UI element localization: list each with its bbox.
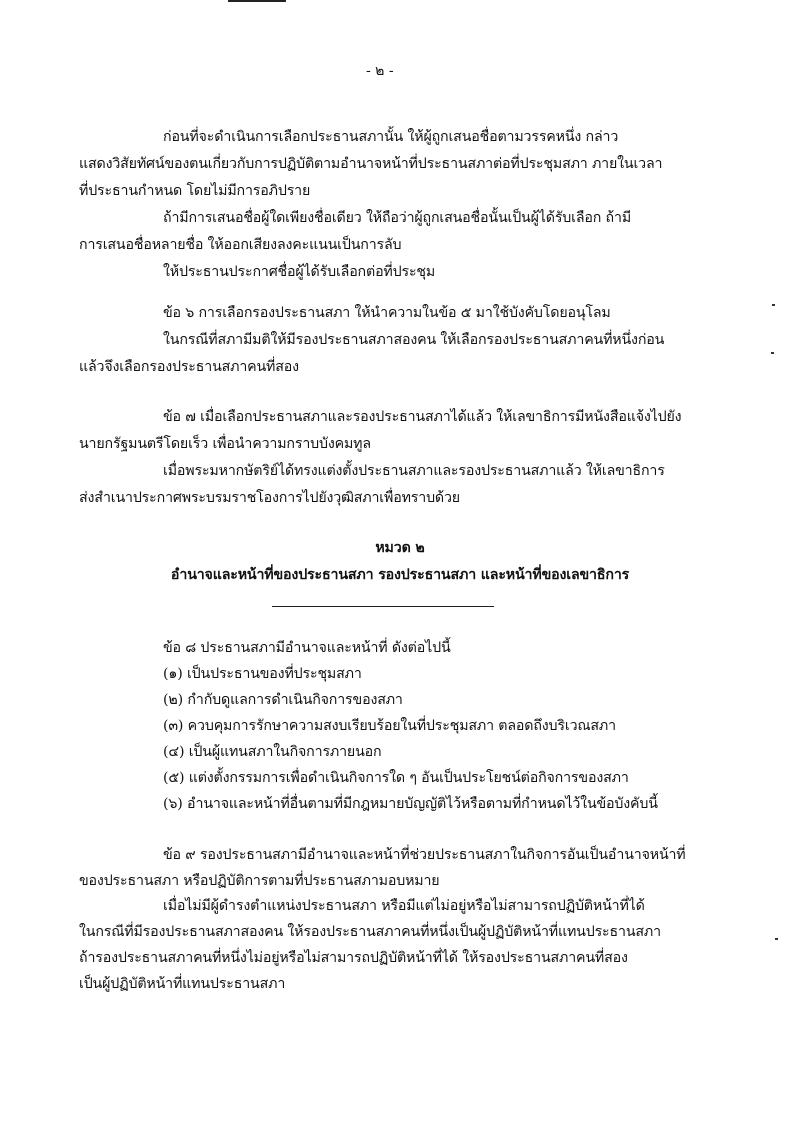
para-line: ถ้ารองประธานสภาคนที่หนึ่งไม่อยู่หรือไม่สามารถปฏิบัติหน้าที่ได้ ให้รองประธานสภาคนที่สอง <box>79 950 628 966</box>
article-9-heading: ข้อ ๙ รองประธานสภามีอำนาจและหน้าที่ช่วยประธานสภาในกิจการอันเป็นอำนาจหน้าที่ <box>163 847 686 863</box>
para-line: เมื่อพระมหากษัตริย์ได้ทรงแต่งตั้งประธานสภาและรองประธานสภาแล้ว ให้เลขาธิการ <box>163 463 665 479</box>
list-item: (๖) อำนาจและหน้าที่อื่นตามที่มีกฎหมายบัญญัติไว้หรือตามที่กำหนดไว้ในข้อบังคับนี้ <box>163 796 658 812</box>
section-divider <box>272 606 494 607</box>
list-item: (๔) เป็นผู้แทนสภาในกิจการภายนอก <box>163 744 382 760</box>
para-line: แสดงวิสัยทัศน์ของตนเกี่ยวกับการปฏิบัติตามอำนาจหน้าที่ประธานสภาต่อที่ประชุมสภา ภายในเวลา <box>79 156 663 172</box>
scan-mark <box>771 352 774 354</box>
para-line: นายกรัฐมนตรีโดยเร็ว เพื่อนำความกราบบังคมทูล <box>79 436 371 452</box>
page-number: - ๒ - <box>366 63 394 79</box>
para-line: ถ้ามีการเสนอชื่อผู้ใดเพียงชื่อเดียว ให้ถือว่าผู้ถูกเสนอชื่อนั้นเป็นผู้ได้รับเลือก ถ้ามี <box>163 210 632 226</box>
list-item: (๒) กำกับดูแลการดำเนินกิจการของสภา <box>163 692 403 708</box>
para-line: ก่อนที่จะดำเนินการเลือกประธานสภานั้น ให้ผู้ถูกเสนอชื่อตามวรรคหนึ่ง กล่าว <box>163 129 619 145</box>
scan-mark <box>772 304 775 306</box>
article-8-heading: ข้อ ๘ ประธานสภามีอำนาจและหน้าที่ ดังต่อไปนี้ <box>163 640 451 656</box>
para-line: ส่งสำเนาประกาศพระบรมราชโองการไปยังวุฒิสภาเพื่อทราบด้วย <box>79 490 460 506</box>
para-line: เป็นผู้ปฏิบัติหน้าที่แทนประธานสภา <box>79 976 286 992</box>
article-6-heading: ข้อ ๖ การเลือกรองประธานสภา ให้นำความในข้อ ๕ มาใช้บังคับโดยอนุโลม <box>163 305 611 321</box>
scan-mark <box>775 938 778 940</box>
chapter-subtitle: อำนาจและหน้าที่ของประธานสภา รองประธานสภา และหน้าที่ของเลขาธิการ <box>170 567 630 583</box>
list-item: (๕) แต่งตั้งกรรมการเพื่อดำเนินกิจการใด ๆ อันเป็นประโยชน์ต่อกิจการของสภา <box>163 770 629 786</box>
chapter-title: หมวด ๒ <box>375 540 425 556</box>
para-line: การเสนอชื่อหลายชื่อ ให้ออกเสียงลงคะแนนเป็นการลับ <box>79 237 402 253</box>
list-item: (๑) เป็นประธานของที่ประชุมสภา <box>163 666 362 682</box>
para-line: ในกรณีที่สภามีมติให้มีรองประธานสภาสองคน ให้เลือกรองประธานสภาคนที่หนึ่งก่อน <box>163 332 665 348</box>
para-line: ให้ประธานประกาศชื่อผู้ได้รับเลือกต่อที่ประชุม <box>163 264 436 280</box>
para-line: ที่ประธานกำหนด โดยไม่มีการอภิปราย <box>79 183 311 199</box>
article-7-heading: ข้อ ๗ เมื่อเลือกประธานสภาและรองประธานสภาได้แล้ว ให้เลขาธิการมีหนังสือแจ้งไปยัง <box>163 409 682 425</box>
para-line: แล้วจึงเลือกรองประธานสภาคนที่สอง <box>79 359 299 375</box>
para-line: เมื่อไม่มีผู้ดำรงตำแหน่งประธานสภา หรือมีแต่ไม่อยู่หรือไม่สามารถปฏิบัติหน้าที่ได้ <box>163 898 645 914</box>
para-line: ในกรณีที่มีรองประธานสภาสองคน ให้รองประธานสภาคนที่หนึ่งเป็นผู้ปฏิบัติหน้าที่แทนประธานสภา <box>79 924 661 940</box>
list-item: (๓) ควบคุมการรักษาความสงบเรียบร้อยในที่ประชุมสภา ตลอดถึงบริเวณสภา <box>163 718 616 734</box>
para-line: ของประธานสภา หรือปฏิบัติการตามที่ประธานสภามอบหมาย <box>79 873 440 889</box>
top-edge-rule <box>228 0 286 2</box>
